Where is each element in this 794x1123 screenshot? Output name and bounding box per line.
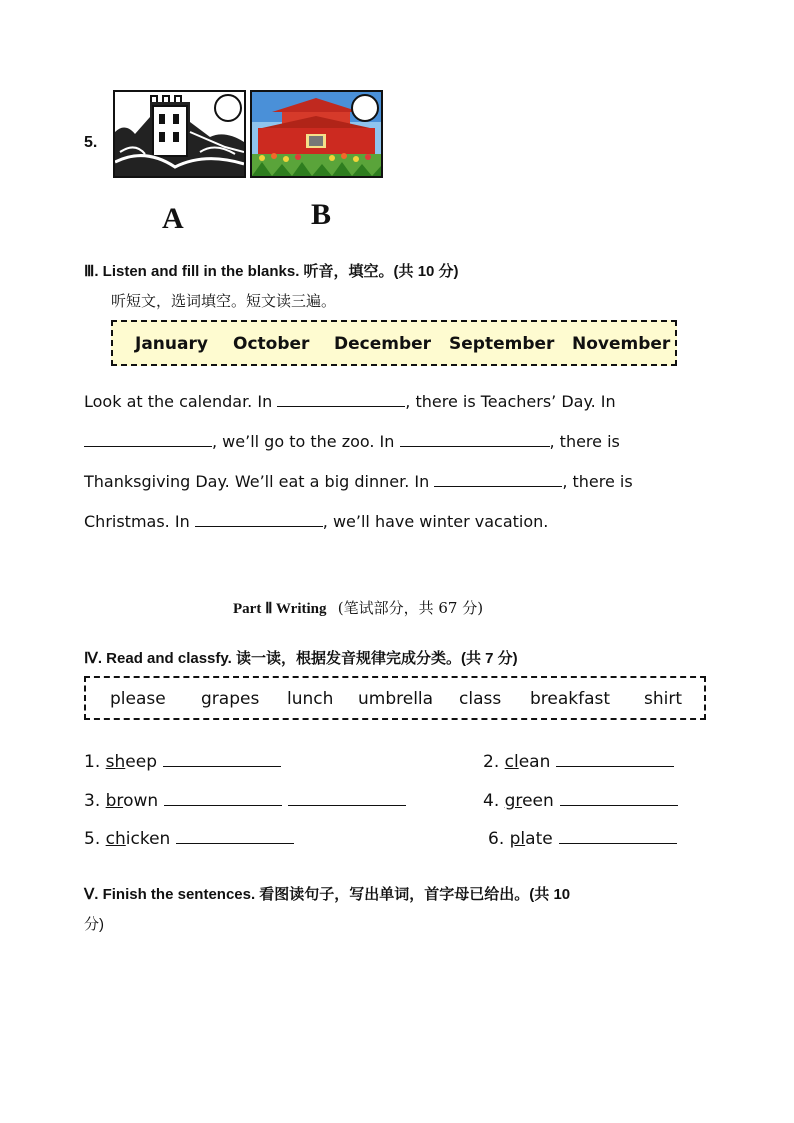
passage-line: Look at the calendar. In , there is Teachers’ Day. In [84, 392, 616, 411]
word-bank-item: umbrella [358, 689, 434, 709]
part-2-title: Part Ⅱ Writing (笔试部分，共 67 分) [233, 599, 484, 617]
classify-item-2: 2. clean [483, 750, 674, 772]
option-a-label: A [162, 202, 184, 235]
word-bank-item: November [572, 334, 671, 354]
word-bank-item: September [449, 334, 555, 354]
word-bank-item: class [459, 689, 502, 709]
fill-blank[interactable] [84, 430, 212, 447]
word-bank-item: breakfast [530, 689, 611, 709]
fill-blank[interactable] [556, 750, 674, 767]
word-bank-sounds [84, 676, 706, 720]
great-wall-picture [113, 90, 246, 178]
word-bank-item: grapes [201, 689, 260, 709]
option-b-label: B [311, 198, 332, 231]
word-bank-months [111, 320, 677, 366]
section-5-heading: Ⅴ. Finish the sentences. 看图读句子，写出单词，首字母已给出。(共 10 [84, 886, 571, 903]
classify-item-3: 3. brown [84, 789, 406, 811]
fill-blank[interactable] [560, 789, 678, 806]
section-3-heading: Ⅲ. Listen and fill in the blanks. 听音，填空。(共 10 分) [84, 263, 459, 280]
answer-circle[interactable] [214, 94, 242, 122]
fill-blank[interactable] [176, 827, 294, 844]
fill-blank[interactable] [277, 390, 405, 407]
fill-blank[interactable] [164, 789, 282, 806]
passage-line: Christmas. In , we’ll have winter vacation. [84, 512, 549, 531]
word-bank-item: October [233, 334, 310, 354]
tiananmen-picture [250, 90, 383, 178]
classify-item-5: 5. chicken [84, 827, 294, 849]
classify-item-1: 1. sheep [84, 750, 281, 772]
section-3-instruction: 听短文，选词填空。短文读三遍。 [111, 292, 337, 310]
fill-blank[interactable] [163, 750, 281, 767]
section-4-heading: Ⅳ. Read and classfy. 读一读，根据发音规律完成分类。(共 7 分) [84, 650, 518, 667]
fill-blank[interactable] [288, 789, 406, 806]
answer-circle[interactable] [351, 94, 379, 122]
fill-blank[interactable] [434, 470, 562, 487]
fill-blank[interactable] [195, 510, 323, 527]
passage-line: Thanksgiving Day. We’ll eat a big dinner. In , there is [84, 472, 633, 491]
word-bank-item: December [334, 334, 432, 354]
fill-blank[interactable] [400, 430, 550, 447]
question-number: 5. [84, 134, 98, 151]
classify-item-4: 4. green [483, 789, 678, 811]
word-bank-item: January [135, 334, 208, 354]
word-bank-item: please [110, 689, 166, 709]
classify-item-6: 6. plate [488, 827, 677, 849]
word-bank-item: lunch [287, 689, 334, 709]
section-5-heading-cont: 分) [84, 916, 104, 933]
word-bank-item: shirt [644, 689, 683, 709]
passage-line: , we’ll go to the zoo. In , there is [84, 430, 708, 451]
fill-blank[interactable] [559, 827, 677, 844]
